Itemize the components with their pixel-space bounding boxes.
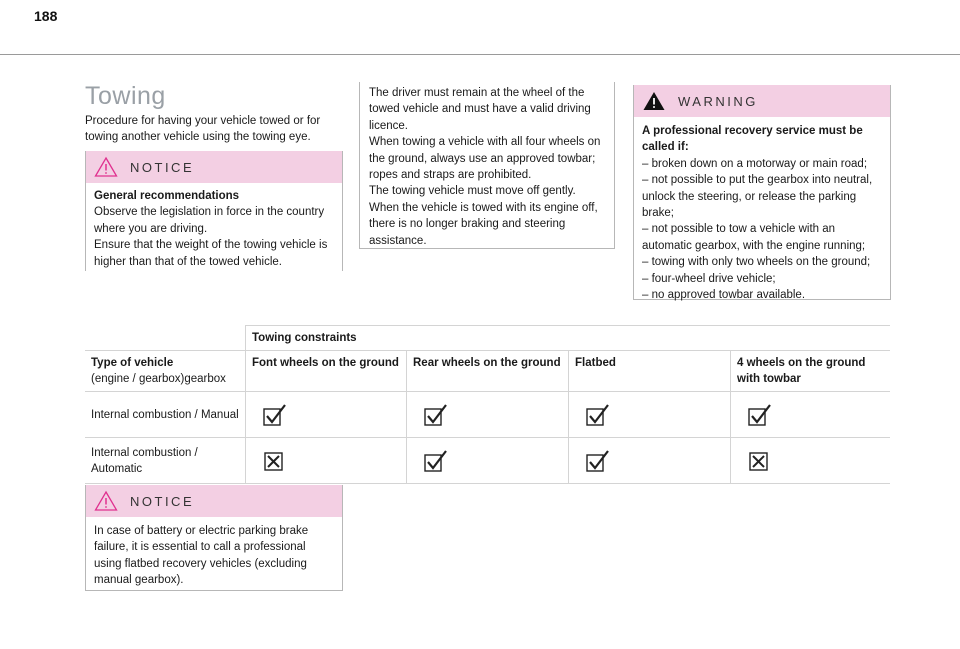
- warning-item: – broken down on a motorway or main road;: [642, 157, 868, 170]
- notice-header: [86, 485, 342, 517]
- notice-body: [86, 183, 342, 276]
- column-header: Flatbed: [569, 351, 731, 392]
- status-cell: [731, 438, 891, 484]
- status-cell: [246, 392, 407, 438]
- page-number: 188: [34, 8, 58, 24]
- table-title: Towing constraints: [246, 326, 891, 351]
- page-title: Towing: [85, 82, 166, 110]
- column-header: Font wheels on the ground: [246, 351, 407, 392]
- middle-line: When the vehicle is towed with its engine off, there is no longer braking and steering assistance.: [369, 201, 598, 247]
- warning-header: [634, 85, 890, 117]
- type-header: Type of vehicle: [91, 357, 174, 369]
- warning-heading: A professional recovery service must be called if:: [642, 125, 863, 154]
- status-cell: [407, 392, 569, 438]
- notice-warning-icon: [94, 156, 118, 178]
- warning-item: – towing with only two wheels on the ground;: [642, 256, 871, 269]
- check-icon: [747, 403, 773, 427]
- check-icon: [585, 449, 611, 473]
- notice-line: Ensure that the weight of the towing vehicle is higher than that of the towed vehicle.: [94, 239, 328, 268]
- table-row: [85, 438, 890, 484]
- warning-icon: [642, 90, 666, 112]
- status-cell: [569, 438, 731, 484]
- column-header: 4 wheels on the ground with towbar: [731, 351, 891, 392]
- warning-item: – four-wheel drive vehicle;: [642, 272, 776, 285]
- status-cell: [569, 392, 731, 438]
- row-label: Internal combustion / Automatic: [85, 438, 246, 484]
- status-cell: [246, 438, 407, 484]
- status-cell: [731, 392, 891, 438]
- check-icon: [585, 403, 611, 427]
- row-label: Internal combustion / Manual: [85, 392, 246, 438]
- header-rule: [0, 54, 960, 55]
- type-subheader: (engine / gearbox)gearbox: [91, 373, 226, 385]
- check-icon: [262, 403, 288, 427]
- table-header-row: [85, 351, 890, 392]
- notice-warning-icon: [94, 490, 118, 512]
- notice-label: NOTICE: [130, 159, 195, 175]
- middle-text-box: [359, 82, 615, 249]
- warning-item: – not possible to put the gearbox into neutral, unlock the steering, or release the parking brake;: [642, 174, 873, 220]
- notice-heading: General recommendations: [94, 190, 240, 202]
- notice-box-battery: [85, 485, 343, 591]
- notice-header: [86, 151, 342, 183]
- towing-constraints-table: [85, 325, 890, 484]
- warning-label: WARNING: [678, 93, 758, 109]
- table-empty-cell: [85, 326, 246, 351]
- check-icon: [423, 449, 449, 473]
- warning-body: [634, 117, 890, 309]
- cross-icon: [747, 449, 773, 473]
- intro-text: Procedure for having your vehicle towed or for towing another vehicle using the towing eye.: [85, 115, 321, 144]
- warning-item: – not possible to tow a vehicle with an automatic gearbox, with the engine running;: [642, 223, 866, 252]
- table-title-row: [85, 326, 890, 351]
- middle-line: The driver must remain at the wheel of the towed vehicle and must have a valid driving licence.: [369, 87, 591, 132]
- table-row: [85, 392, 890, 438]
- notice-text: In case of battery or electric parking brake failure, it is essential to call a professional using flatbed recovery vehicles (excluding manual gearbox).: [94, 525, 309, 587]
- notice-line: Observe the legislation in force in the country where you are driving.: [94, 206, 325, 235]
- warning-item: – no approved towbar available.: [642, 289, 806, 302]
- notice-box-general: [85, 151, 343, 271]
- check-icon: [423, 403, 449, 427]
- middle-line: The towing vehicle must move off gently.: [369, 185, 576, 198]
- notice-body: [86, 517, 342, 595]
- cross-icon: [262, 449, 288, 473]
- notice-label: NOTICE: [130, 493, 195, 509]
- column-header: Rear wheels on the ground: [407, 351, 569, 392]
- middle-line: When towing a vehicle with all four wheels on the ground, always use an approved towbar; ropes and straps are prohibited.: [369, 136, 601, 182]
- type-header-cell: [85, 351, 246, 392]
- status-cell: [407, 438, 569, 484]
- warning-box: [633, 85, 891, 300]
